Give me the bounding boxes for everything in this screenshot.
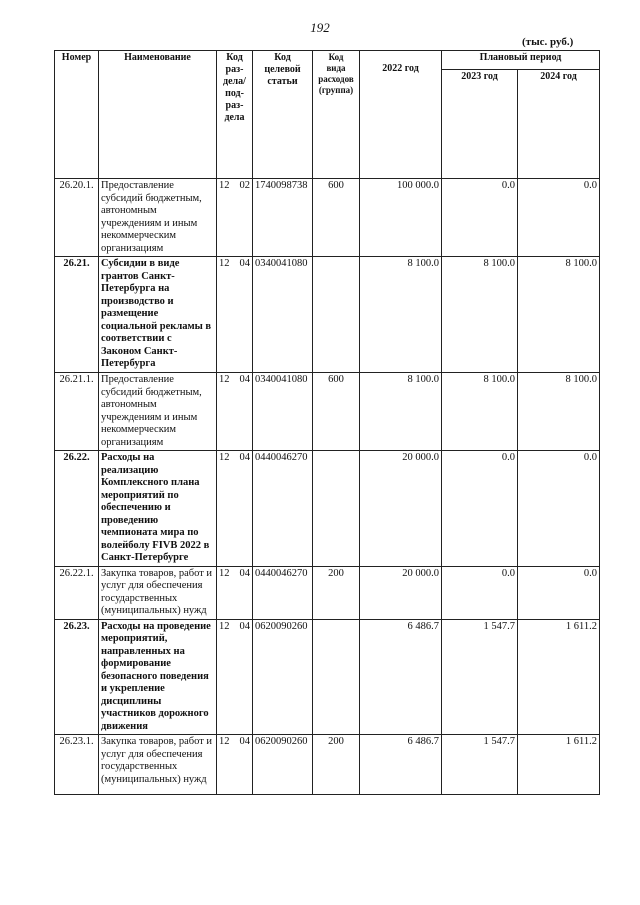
table-body	[55, 179, 600, 795]
subsection-code: 04	[239, 452, 250, 463]
table-row	[55, 373, 600, 451]
header-section-line: дела/	[223, 76, 246, 87]
row-section-code	[217, 179, 253, 257]
header-number: Номер	[55, 51, 99, 179]
table-row	[55, 451, 600, 567]
table-row	[55, 566, 600, 619]
row-number: 26.23.1.	[55, 735, 99, 795]
header-group-line: (группа)	[318, 85, 354, 95]
row-target-code: 0620090260	[253, 619, 313, 735]
row-name: Предоставление субсидий бюджетным, автономным учреждениям и иным некоммерческим организациям	[99, 179, 217, 257]
row-group-code: 200	[313, 566, 360, 619]
table-row	[55, 735, 600, 795]
row-number: 26.23.	[55, 619, 99, 735]
section-code: 12	[219, 258, 230, 269]
row-name: Закупка товаров, работ и услуг для обеспечения государственных (муниципальных) нужд	[99, 566, 217, 619]
row-name: Расходы на проведение мероприятий, направленных на формирование безопасного поведения и укрепление дисциплины участников дорожного движения	[99, 619, 217, 735]
row-target-code: 1740098738	[253, 179, 313, 257]
section-code: 12	[219, 374, 230, 385]
header-name: Наименование	[99, 51, 217, 179]
row-target-code: 0620090260	[253, 735, 313, 795]
row-number: 26.21.1.	[55, 373, 99, 451]
row-value-2024: 0.0	[518, 179, 600, 257]
row-value-2022: 20 000.0	[360, 451, 442, 567]
row-number: 26.20.1.	[55, 179, 99, 257]
row-value-2023: 8 100.0	[442, 257, 518, 373]
header-section-line: под-	[225, 88, 244, 99]
table-row	[55, 179, 600, 257]
subsection-code: 02	[239, 180, 250, 191]
row-value-2024: 0.0	[518, 566, 600, 619]
row-value-2023: 1 547.7	[442, 619, 518, 735]
table-row	[55, 619, 600, 735]
header-2022-label: 2022 год	[382, 63, 419, 74]
section-code: 12	[219, 567, 230, 579]
row-value-2024: 1 611.2	[518, 619, 600, 735]
row-name: Расходы на реализацию Комплексного плана мероприятий по обеспечению и проведению чемпионата мира по волейболу FIVB 2022 в Санкт-Петербурге	[99, 451, 217, 567]
header-group	[313, 51, 360, 179]
row-section-code	[217, 373, 253, 451]
header-target	[253, 51, 313, 179]
section-code: 12	[219, 620, 230, 632]
row-value-2024: 8 100.0	[518, 373, 600, 451]
row-value-2022: 6 486.7	[360, 619, 442, 735]
row-value-2022: 100 000.0	[360, 179, 442, 257]
row-section-code	[217, 735, 253, 795]
page-number: 192	[310, 20, 330, 35]
header-group-line: вида	[326, 63, 346, 73]
row-value-2022: 20 000.0	[360, 566, 442, 619]
row-value-2023: 0.0	[442, 179, 518, 257]
row-number: 26.22.1.	[55, 566, 99, 619]
row-value-2023: 0.0	[442, 451, 518, 567]
header-section-line: раз-	[225, 100, 244, 111]
row-value-2024: 8 100.0	[518, 257, 600, 373]
header-2024: 2024 год	[518, 70, 600, 179]
row-target-code: 0440046270	[253, 451, 313, 567]
section-code: 12	[219, 180, 230, 191]
section-code: 12	[219, 736, 230, 747]
subsection-code: 04	[239, 374, 250, 385]
subsection-code: 04	[239, 567, 250, 579]
budget-table	[54, 50, 600, 795]
subsection-code: 04	[239, 258, 250, 269]
row-group-code	[313, 451, 360, 567]
units-label: (тыс. руб.)	[522, 36, 574, 48]
row-value-2023: 0.0	[442, 566, 518, 619]
table-row	[55, 257, 600, 373]
header-section-line: раз-	[225, 64, 244, 75]
header-section-line: Код	[226, 52, 243, 63]
row-group-code: 600	[313, 179, 360, 257]
row-value-2022: 6 486.7	[360, 735, 442, 795]
row-value-2024: 1 611.2	[518, 735, 600, 795]
header-2023: 2023 год	[442, 70, 518, 179]
row-target-code: 0340041080	[253, 257, 313, 373]
header-section-line: дела	[224, 112, 245, 123]
row-target-code: 0440046270	[253, 566, 313, 619]
row-group-code	[313, 619, 360, 735]
row-number: 26.22.	[55, 451, 99, 567]
row-value-2022: 8 100.0	[360, 373, 442, 451]
row-name: Закупка товаров, работ и услуг для обеспечения государственных (муниципальных) нужд	[99, 735, 217, 795]
header-planned-period: Плановый период	[442, 51, 600, 70]
subsection-code: 04	[239, 620, 250, 632]
row-target-code: 0340041080	[253, 373, 313, 451]
row-name: Предоставление субсидий бюджетным, автономным учреждениям и иным некоммерческим организациям	[99, 373, 217, 451]
header-section	[217, 51, 253, 179]
row-group-code: 600	[313, 373, 360, 451]
row-section-code	[217, 619, 253, 735]
row-section-code	[217, 257, 253, 373]
row-group-code	[313, 257, 360, 373]
header-2022	[360, 51, 442, 179]
row-value-2023: 1 547.7	[442, 735, 518, 795]
row-value-2024: 0.0	[518, 451, 600, 567]
header-target-line: Код	[274, 52, 291, 63]
header-group-line: Код	[328, 52, 344, 62]
row-section-code	[217, 451, 253, 567]
section-code: 12	[219, 452, 230, 463]
row-group-code: 200	[313, 735, 360, 795]
row-value-2022: 8 100.0	[360, 257, 442, 373]
row-number: 26.21.	[55, 257, 99, 373]
row-name: Субсидии в виде грантов Санкт-Петербурга на производство и размещение социальной рекламы в соответствии с Законом Санкт-Петербурга	[99, 257, 217, 373]
subsection-code: 04	[239, 736, 250, 747]
header-target-line: целевой	[264, 64, 301, 75]
row-section-code	[217, 566, 253, 619]
row-value-2023: 8 100.0	[442, 373, 518, 451]
header-target-line: статьи	[267, 76, 298, 87]
header-group-line: расходов	[318, 74, 354, 84]
